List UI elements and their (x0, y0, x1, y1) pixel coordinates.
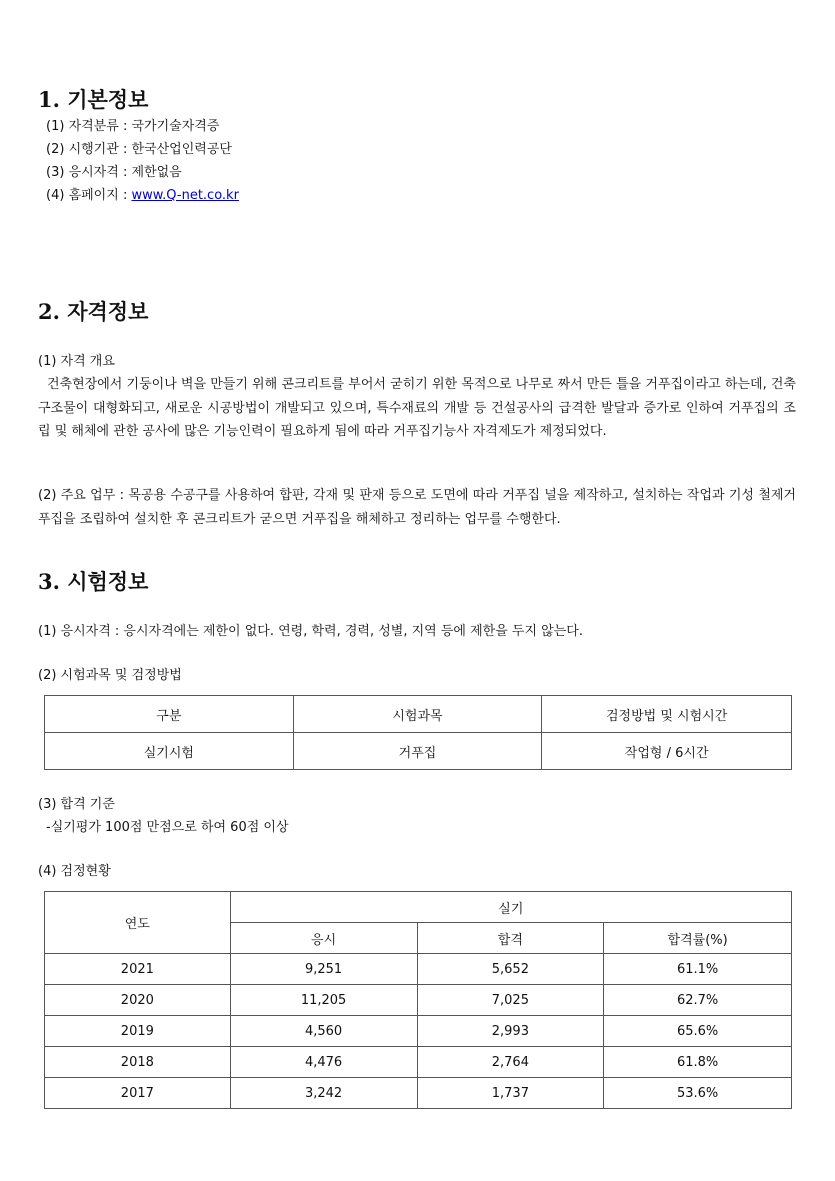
passed-cell: 2,993 (417, 1016, 604, 1047)
item-label: 자격분류 (68, 119, 119, 134)
applied-cell: 4,560 (230, 1016, 417, 1047)
item-number: (3) (46, 165, 65, 180)
applied-cell: 9,251 (230, 954, 417, 985)
item-value: 한국산업인력공단 (131, 142, 232, 157)
table-header-row (45, 892, 792, 923)
table-header-cell: 구분 (45, 696, 294, 733)
item-separator: : (122, 188, 128, 203)
table-header-cell: 합격 (417, 923, 604, 954)
applied-cell: 3,242 (230, 1078, 417, 1109)
table-row (45, 985, 792, 1016)
basic-info-item (46, 115, 239, 138)
item-label: 홈페이지 (68, 188, 119, 203)
item-separator: : (122, 119, 128, 134)
table-header-cell: 응시 (230, 923, 417, 954)
item-number: (1) (46, 119, 65, 134)
homepage-link[interactable]: www.Q-net.co.kr (131, 188, 239, 203)
item-separator: : (122, 165, 128, 180)
rate-cell: 65.6% (604, 1016, 792, 1047)
item-number: (4) (46, 188, 65, 203)
stats-table (44, 891, 792, 1109)
duties-paragraph: (2) 주요 업무 : 목공용 수공구를 사용하여 합판, 각재 및 판재 등으로 도면에 따라 거푸집 널을 제작하고, 설치하는 작업과 기성 철제거푸집을 조립하여 설치한 후 콘크리트가 굳으면 거푸집을 해체하고 정리하는 업무를 수행한다. (38, 488, 796, 527)
passed-cell: 7,025 (417, 985, 604, 1016)
year-cell: 2018 (45, 1047, 231, 1078)
basic-info-item (46, 138, 239, 161)
year-cell: 2017 (45, 1078, 231, 1109)
table-cell: 작업형 / 6시간 (542, 733, 792, 770)
item-label: 응시자격 (68, 165, 119, 180)
applied-cell: 4,476 (230, 1047, 417, 1078)
year-cell: 2020 (45, 985, 231, 1016)
section-3-heading: 3. 시험정보 (38, 569, 149, 594)
item-value: 국가기술자격증 (131, 119, 220, 134)
passed-cell: 1,737 (417, 1078, 604, 1109)
basic-info-item (46, 161, 239, 184)
table-row (45, 954, 792, 985)
subjects-title: (2) 시험과목 및 검정방법 (38, 668, 182, 683)
table-header-cell: 시험과목 (293, 696, 542, 733)
overview-paragraph: 건축현장에서 기둥이나 벽을 만들기 위해 콘크리트를 부어서 굳히기 위한 목적으로 나무로 짜서 만든 틀을 거푸집이라고 하는데, 건축구조물이 대형화되고, 새로운 시공방법이 개발되고 있으며, 특수재료의 개발 등 건설공사의 급격한 발달과 증가로 인하여 거푸집의 조립 및 해체에 관한 공사에 많은 기능인력이 필요하게 됨에 따라 거푸집기능사 자격제도가 제정되었다. (38, 377, 796, 440)
stats-title: (4) 검정현황 (38, 864, 111, 879)
table-cell: 거푸집 (293, 733, 542, 770)
passed-cell: 5,652 (417, 954, 604, 985)
item-separator: : (122, 142, 128, 157)
rate-cell: 61.8% (604, 1047, 792, 1078)
applied-cell: 11,205 (230, 985, 417, 1016)
section-2-heading: 2. 자격정보 (38, 299, 149, 324)
practical-group-header: 실기 (230, 892, 791, 923)
table-header-row (45, 696, 792, 733)
table-row (45, 733, 792, 770)
passed-cell: 2,764 (417, 1047, 604, 1078)
section-1-heading: 1. 기본정보 (38, 87, 149, 112)
item-number: (2) (46, 142, 65, 157)
overview-title: (1) 자격 개요 (38, 354, 115, 369)
subjects-table (44, 695, 792, 770)
basic-info-item (46, 184, 239, 207)
table-row (45, 1047, 792, 1078)
pass-criteria-title: (3) 합격 기준 (38, 797, 115, 812)
year-header: 연도 (45, 892, 231, 954)
table-header-cell: 검정방법 및 시험시간 (542, 696, 792, 733)
year-cell: 2021 (45, 954, 231, 985)
table-header-cell: 합격률(%) (604, 923, 792, 954)
table-row (45, 1078, 792, 1109)
year-cell: 2019 (45, 1016, 231, 1047)
eligibility-text: (1) 응시자격 : 응시자격에는 제한이 없다. 연령, 학력, 경력, 성별, 지역 등에 제한을 두지 않는다. (38, 624, 583, 639)
item-label: 시행기관 (68, 142, 119, 157)
rate-cell: 62.7% (604, 985, 792, 1016)
item-value: 제한없음 (131, 165, 182, 180)
rate-cell: 61.1% (604, 954, 792, 985)
table-cell: 실기시험 (45, 733, 294, 770)
pass-criteria-text: -실기평가 100점 만점으로 하여 60점 이상 (46, 820, 289, 835)
basic-info-list (46, 115, 239, 207)
table-row (45, 1016, 792, 1047)
rate-cell: 53.6% (604, 1078, 792, 1109)
